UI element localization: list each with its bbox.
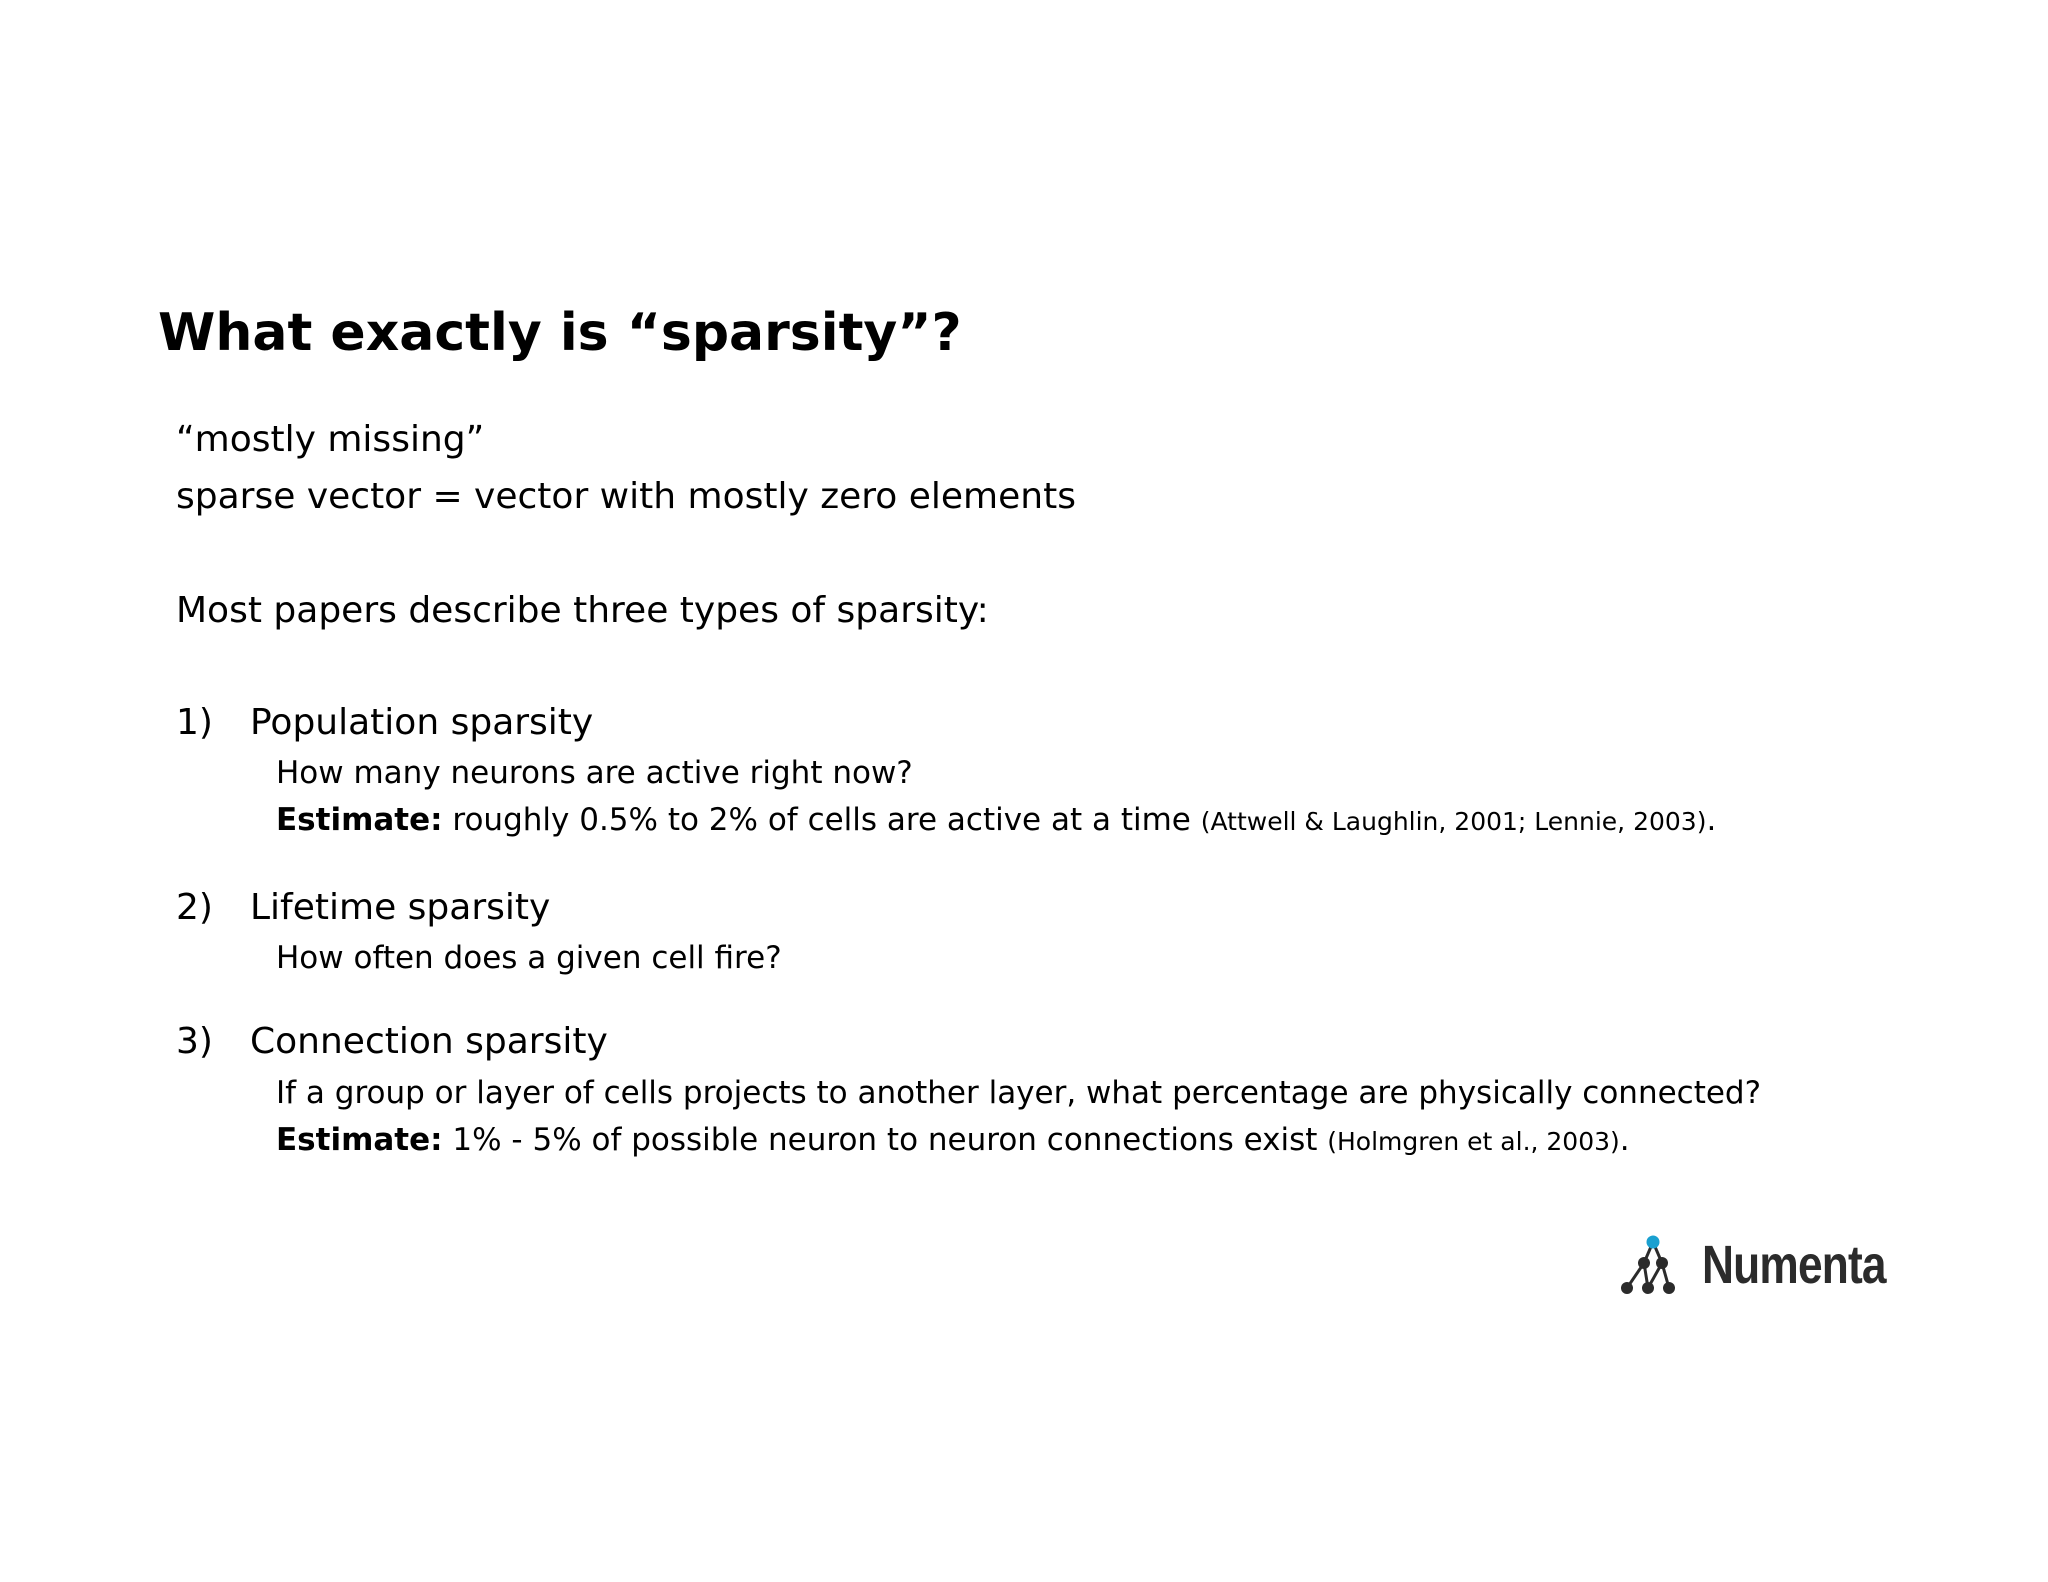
item-question-2: How often does a given cell fire? bbox=[276, 940, 782, 976]
estimate-label: Estimate: bbox=[276, 1122, 443, 1158]
item-estimate-1 bbox=[276, 802, 1716, 839]
intro-line-1: “mostly missing” bbox=[176, 419, 485, 460]
period: . bbox=[1619, 1122, 1630, 1158]
item-heading-3: Connection sparsity bbox=[250, 1021, 608, 1062]
slide-title: What exactly is “sparsity”? bbox=[158, 303, 962, 363]
item-heading-2: Lifetime sparsity bbox=[250, 887, 551, 928]
citation: (Holmgren et al., 2003) bbox=[1327, 1127, 1620, 1156]
item-number-3: 3) bbox=[176, 1021, 213, 1062]
item-estimate-3 bbox=[276, 1122, 1630, 1159]
item-question-1: How many neurons are active right now? bbox=[276, 755, 913, 791]
item-number-2: 2) bbox=[176, 887, 213, 928]
estimate-text: 1% - 5% of possible neuron to neuron connections exist bbox=[442, 1122, 1328, 1158]
item-number-1: 1) bbox=[176, 702, 213, 743]
estimate-label: Estimate: bbox=[276, 802, 443, 838]
numenta-network-icon bbox=[1618, 1230, 1702, 1310]
period: . bbox=[1706, 802, 1717, 838]
estimate-text: roughly 0.5% to 2% of cells are active at a time bbox=[442, 802, 1201, 838]
item-heading-1: Population sparsity bbox=[250, 702, 594, 743]
numenta-logo bbox=[1618, 1230, 1918, 1310]
citation: (Attwell & Laughlin, 2001; Lennie, 2003) bbox=[1200, 807, 1707, 836]
item-question-3: If a group or layer of cells projects to another layer, what percentage are physically connected? bbox=[276, 1075, 1762, 1111]
intro-line-2: sparse vector = vector with mostly zero elements bbox=[176, 476, 1076, 517]
lead-text: Most papers describe three types of sparsity: bbox=[176, 590, 989, 631]
logo-wordmark: Numenta bbox=[1702, 1235, 1886, 1295]
